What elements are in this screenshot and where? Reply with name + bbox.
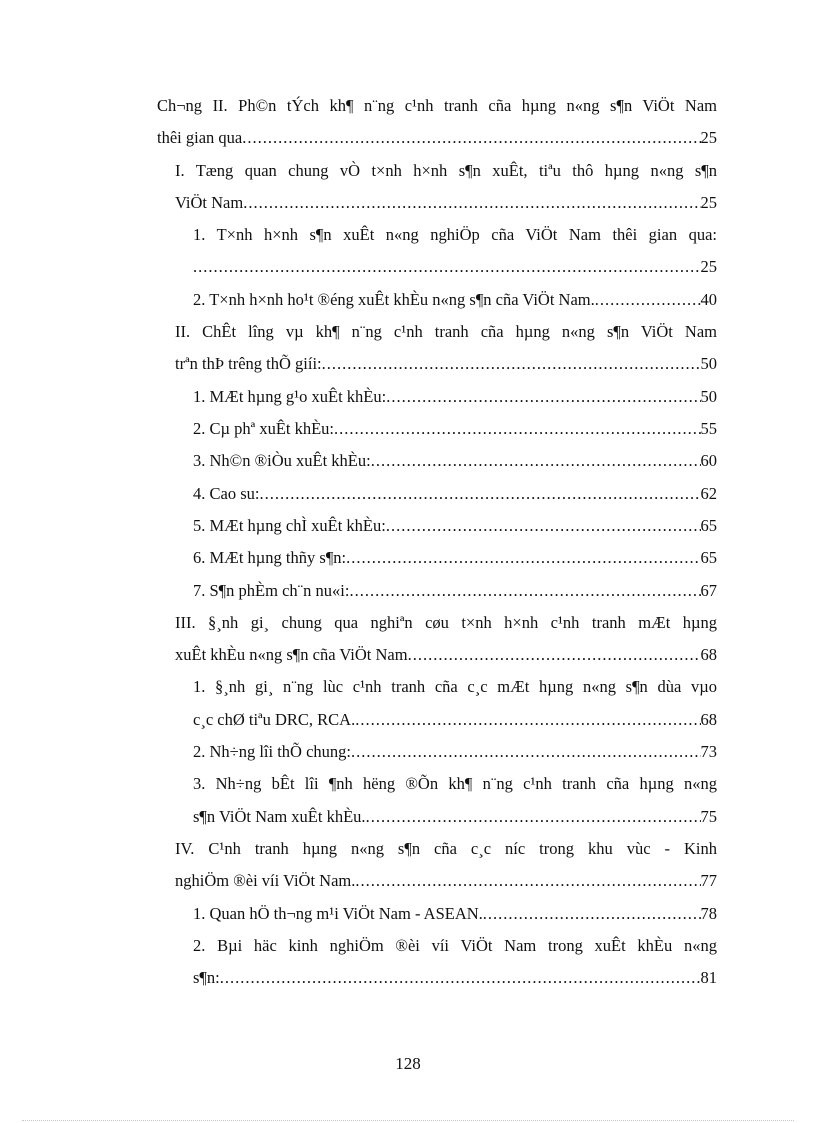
toc-entry-last-line xyxy=(193,548,717,568)
toc-entry-last-line xyxy=(193,516,717,536)
toc-page-ref: 25 xyxy=(700,257,717,277)
toc-entry-text: 1. MÆt hµng g¹o xuÊt khÈu: xyxy=(193,386,387,406)
toc-leader-dots xyxy=(242,128,700,148)
toc-entry-text: 2. T×nh h×nh ho¹t ®éng xuÊt khÈu n«ng s¶n cña ViÖt Nam. xyxy=(193,289,595,309)
toc-entry xyxy=(193,290,717,322)
toc-entry xyxy=(157,96,717,161)
toc-entry xyxy=(193,387,717,419)
toc-entry-text: trªn thÞ trêng thÕ giíi: xyxy=(175,354,322,374)
toc-entry-last-line xyxy=(193,742,717,762)
toc-entry xyxy=(193,419,717,451)
toc-entry xyxy=(193,742,717,774)
toc-entry xyxy=(193,677,717,742)
toc-leader-dots xyxy=(351,742,700,762)
toc-leader-dots xyxy=(355,871,700,891)
toc-entry-text: 2. Bµi häc kinh nghiÖm ®èi víi ViÖt Nam trong xuÊt khÈu n«ng xyxy=(193,935,717,955)
toc-page-ref: 60 xyxy=(700,451,717,471)
toc-entry-text: 4. Cao su: xyxy=(193,483,260,503)
page-number: 128 xyxy=(395,1054,421,1073)
toc-leader-dots xyxy=(386,387,700,407)
toc-entry xyxy=(175,322,717,387)
toc-leader-dots xyxy=(346,548,700,568)
toc-page-ref: 55 xyxy=(700,419,717,438)
toc-entry-last-line xyxy=(175,871,717,891)
toc-entry-text: 1. Quan hÖ th¬ng m¹i ViÖt Nam - ASEAN. xyxy=(193,903,483,923)
toc-leader-dots xyxy=(322,354,701,374)
toc-page-ref: 73 xyxy=(700,742,717,761)
toc-entry-text: c¸c chØ tiªu DRC, RCA. xyxy=(193,709,356,729)
toc-page-ref: 62 xyxy=(700,483,717,503)
toc-entry-text: ViÖt Nam xyxy=(175,192,244,212)
toc-page-ref: 40 xyxy=(700,289,717,309)
toc-entry-text: nghiÖm ®èi víi ViÖt Nam. xyxy=(175,871,356,891)
toc-leader-dots xyxy=(483,904,701,924)
toc-entry-last-line xyxy=(193,451,717,471)
toc-entry-line xyxy=(175,613,717,633)
toc-page-ref: 65 xyxy=(700,515,717,535)
toc-entry-line xyxy=(193,774,717,794)
toc-entry-text: xuÊt khÈu n«ng s¶n cña ViÖt Nam xyxy=(175,645,408,665)
toc-entry xyxy=(193,548,717,580)
toc-leader-dots xyxy=(220,968,701,988)
toc-page-ref: 77 xyxy=(700,871,717,891)
toc-entry-line xyxy=(193,225,717,245)
toc-entry xyxy=(193,484,717,516)
toc-entry-last-line xyxy=(175,354,717,374)
toc-entry-text: 1. T×nh h×nh s¶n xuÊt n«ng nghiÖp cña ViÖt Nam thêi gian qua: xyxy=(193,225,717,245)
toc-entry-text: thêi gian qua xyxy=(157,128,243,148)
toc-entry-text: 1. §¸nh gi¸ n¨ng lùc c¹nh tranh cña c¸c mÆt hµng n«ng s¶n dùa vµo xyxy=(193,677,717,697)
toc-entry-text: 2. Nh÷ng lîi thÕ chung: xyxy=(193,742,352,761)
toc-entry-last-line xyxy=(193,807,717,827)
toc-leader-dots xyxy=(386,516,701,536)
toc-entry-text: s¶n ViÖt Nam xuÊt khÈu. xyxy=(193,806,366,826)
toc-entry-last-line xyxy=(193,581,717,601)
toc-entry-text: 7. S¶n phÈm ch¨n nu«i: xyxy=(193,580,350,600)
toc-leader-dots xyxy=(355,710,700,730)
toc-entry xyxy=(175,613,717,678)
toc-entry-last-line xyxy=(193,387,717,407)
toc-page-ref: 25 xyxy=(700,128,717,148)
toc-entry-line xyxy=(175,839,717,859)
toc-page-ref: 68 xyxy=(700,645,717,665)
toc-entry-line xyxy=(193,936,717,956)
toc-page-ref: 25 xyxy=(700,192,717,212)
toc-page-ref: 81 xyxy=(700,968,717,988)
toc-leader-dots xyxy=(259,484,700,504)
toc-page-ref: 50 xyxy=(700,386,717,406)
toc-entry-text: 6. MÆt hµng thñy s¶n: xyxy=(193,548,347,568)
toc-leader-dots xyxy=(243,193,700,213)
toc-leader-dots xyxy=(366,807,701,827)
toc-page-ref: 50 xyxy=(700,354,717,374)
toc-entry xyxy=(193,516,717,548)
toc-entry-text: s¶n: xyxy=(193,968,220,988)
toc-leader-dots xyxy=(408,645,701,665)
toc-entry-text: 2. Cµ phª xuÊt khÈu: xyxy=(193,419,335,438)
toc-entry-last-line xyxy=(175,193,717,213)
toc-entry-last-line xyxy=(193,419,717,439)
page-bottom-rule xyxy=(22,1120,794,1121)
toc-leader-dots xyxy=(334,419,700,439)
toc-entry-last-line xyxy=(193,904,717,924)
toc-entry-text: II. ChÊt lîng vµ kh¶ n¨ng c¹nh tranh cña hµng n«ng s¶n ViÖt Nam xyxy=(175,322,717,342)
toc-leader-dots xyxy=(371,451,701,471)
toc-entry xyxy=(193,225,717,290)
toc-page-ref: 68 xyxy=(700,709,717,729)
toc-entry-last-line xyxy=(193,710,717,730)
toc-entry xyxy=(193,774,717,839)
toc-entry-text: I. Tæng quan chung vÒ t×nh h×nh s¶n xuÊt, tiªu thô hµng n«ng s¶n xyxy=(175,160,717,180)
toc-page-ref: 67 xyxy=(700,580,717,600)
toc-entry-last-line xyxy=(157,128,717,148)
toc-entry-text: 5. MÆt hµng chÌ xuÊt khÈu: xyxy=(193,515,386,535)
toc-entry-text: III. §¸nh gi¸ chung qua nghiªn cøu t×nh h×nh c¹nh tranh mÆt hµng xyxy=(175,612,717,632)
toc-entry xyxy=(193,904,717,936)
toc-leader-dots xyxy=(193,257,701,277)
toc-entry-text: Ch¬ng II. Ph©n tÝch kh¶ n¨ng c¹nh tranh cña hµng n«ng s¶n ViÖt Nam xyxy=(157,96,717,115)
toc-entry xyxy=(193,451,717,483)
toc-page-ref: 75 xyxy=(700,806,717,826)
toc-entry-text: IV. C¹nh tranh hµng n«ng s¶n cña c¸c níc trong khu vùc - Kinh xyxy=(175,838,717,858)
toc-entry xyxy=(175,161,717,226)
toc-page-ref: 65 xyxy=(700,548,717,568)
toc-entry-last-line xyxy=(193,290,717,310)
toc-leader-dots xyxy=(349,581,700,601)
toc-entry-text: 3. Nh÷ng bÊt lîi ¶nh hëng ®Õn kh¶ n¨ng c¹nh tranh cña hµng n«ng xyxy=(193,774,717,794)
toc-page-ref: 78 xyxy=(700,903,717,923)
toc-entry-text: 3. Nh©n ®iÒu xuÊt khÈu: xyxy=(193,451,371,471)
toc-entry-line xyxy=(175,322,717,342)
toc-entry-line xyxy=(193,677,717,697)
toc-entry-line xyxy=(175,161,717,181)
toc-entry-last-line xyxy=(175,645,717,665)
toc-entry-last-line xyxy=(193,257,717,277)
toc-entry-last-line xyxy=(193,484,717,504)
toc-entry xyxy=(193,936,717,1001)
toc-entry-last-line xyxy=(193,968,717,988)
toc-entry-line xyxy=(157,96,717,116)
toc-entry xyxy=(175,839,717,904)
toc-leader-dots xyxy=(595,290,701,310)
toc-entry xyxy=(193,581,717,613)
